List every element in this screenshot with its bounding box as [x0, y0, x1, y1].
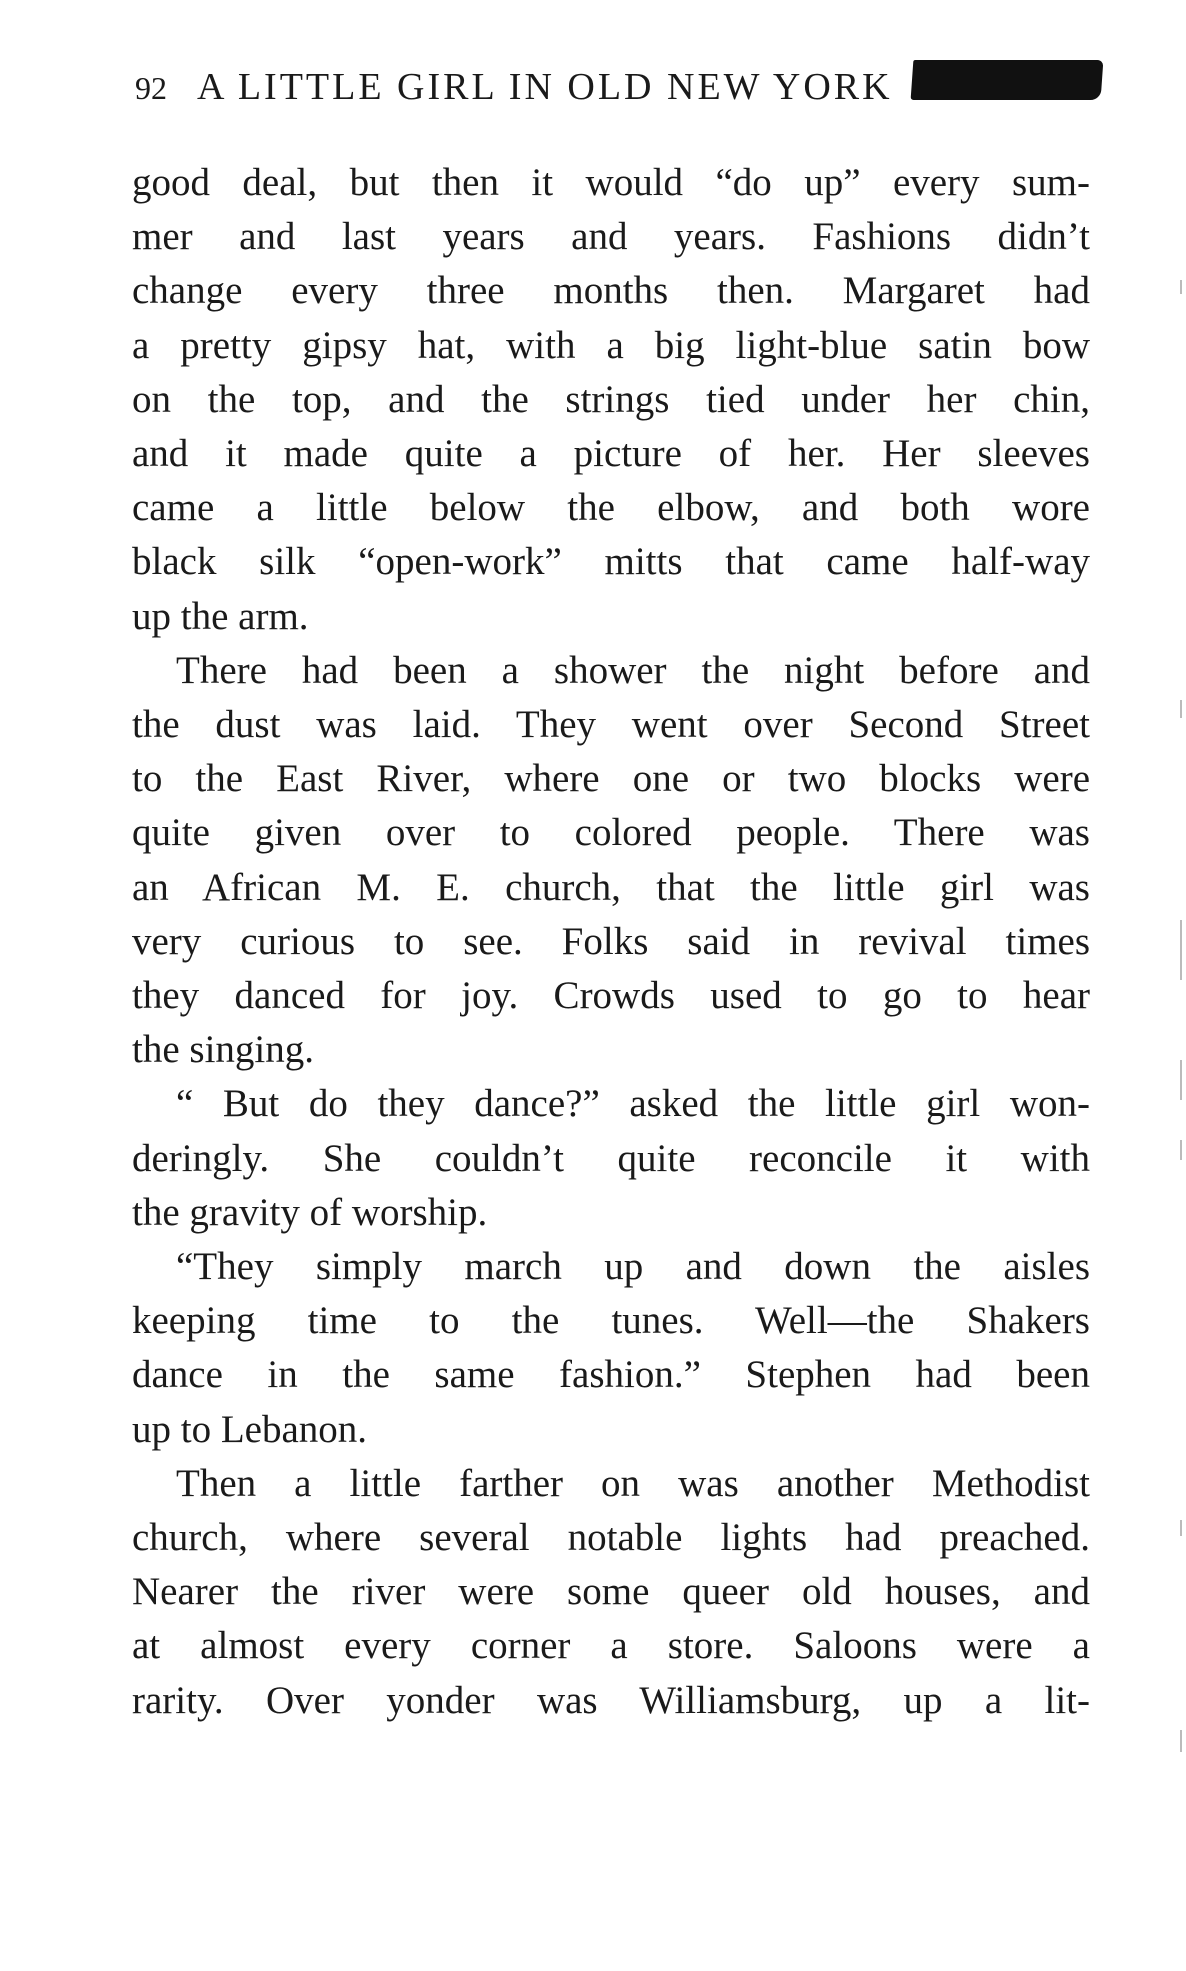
ink-smudge: [911, 60, 1104, 100]
page-edge-marks: [1174, 240, 1186, 1840]
body-text: [132, 156, 1090, 1728]
text-line: and it made quite a picture of her. Her sleeves: [132, 432, 1090, 476]
text-line: Then a little farther on was another Methodist: [176, 1461, 1090, 1505]
edge-mark: [1180, 920, 1182, 980]
running-title: A LITTLE GIRL IN OLD NEW YORK: [197, 66, 893, 108]
text-line: very curious to see. Folks said in revival times: [132, 919, 1090, 963]
edge-mark: [1180, 700, 1182, 718]
page-number: 92: [135, 70, 167, 106]
text-line: came a little below the elbow, and both wore: [132, 486, 1090, 530]
paragraph-5: [132, 1457, 1090, 1728]
text-line: at almost every corner a store. Saloons were a: [132, 1624, 1090, 1668]
text-line: a pretty gipsy hat, with a big light-blue satin bow: [132, 323, 1090, 367]
text-line: up to Lebanon.: [132, 1407, 368, 1451]
text-line: church, where several notable lights had preached.: [132, 1516, 1090, 1560]
edge-mark: [1180, 1140, 1182, 1160]
paragraph-3: [132, 1077, 1090, 1240]
text-line: “ But do they dance?” asked the little girl won-: [176, 1082, 1090, 1126]
text-line: keeping time to the tunes. Well—the Shakers: [132, 1299, 1090, 1343]
text-line: black silk “open-work” mitts that came half-way: [132, 540, 1090, 584]
text-line: change every three months then. Margaret had: [132, 269, 1090, 313]
text-line: the dust was laid. They went over Second Street: [132, 703, 1090, 747]
text-line: There had been a shower the night before and: [176, 648, 1090, 692]
text-line: on the top, and the strings tied under her chin,: [132, 377, 1090, 421]
text-line: “They simply march up and down the aisles: [176, 1245, 1090, 1289]
text-line: dance in the same fashion.” Stephen had been: [132, 1353, 1090, 1397]
text-line: mer and last years and years. Fashions didn’t: [132, 215, 1090, 259]
text-line: the gravity of worship.: [132, 1190, 488, 1234]
paragraph-4: [132, 1240, 1090, 1457]
edge-mark: [1180, 1730, 1182, 1752]
text-line: to the East River, where one or two blocks were: [132, 757, 1090, 801]
paragraph-1: [132, 156, 1090, 644]
text-line: deringly. She couldn’t quite reconcile it with: [132, 1136, 1090, 1180]
edge-mark: [1180, 1520, 1182, 1536]
text-line: they danced for joy. Crowds used to go to hear: [132, 974, 1090, 1018]
text-line: rarity. Over yonder was Williamsburg, up a lit-: [132, 1678, 1090, 1722]
paragraph-2: [132, 644, 1090, 1078]
edge-mark: [1180, 1060, 1182, 1100]
text-line: an African M. E. church, that the little girl was: [132, 865, 1090, 909]
edge-mark: [1180, 280, 1182, 294]
text-line: up the arm.: [132, 594, 309, 638]
text-line: the singing.: [132, 1028, 314, 1072]
text-line: good deal, but then it would “do up” every sum-: [132, 161, 1090, 204]
text-line: quite given over to colored people. There was: [132, 811, 1090, 855]
text-line: Nearer the river were some queer old houses, and: [132, 1570, 1090, 1614]
